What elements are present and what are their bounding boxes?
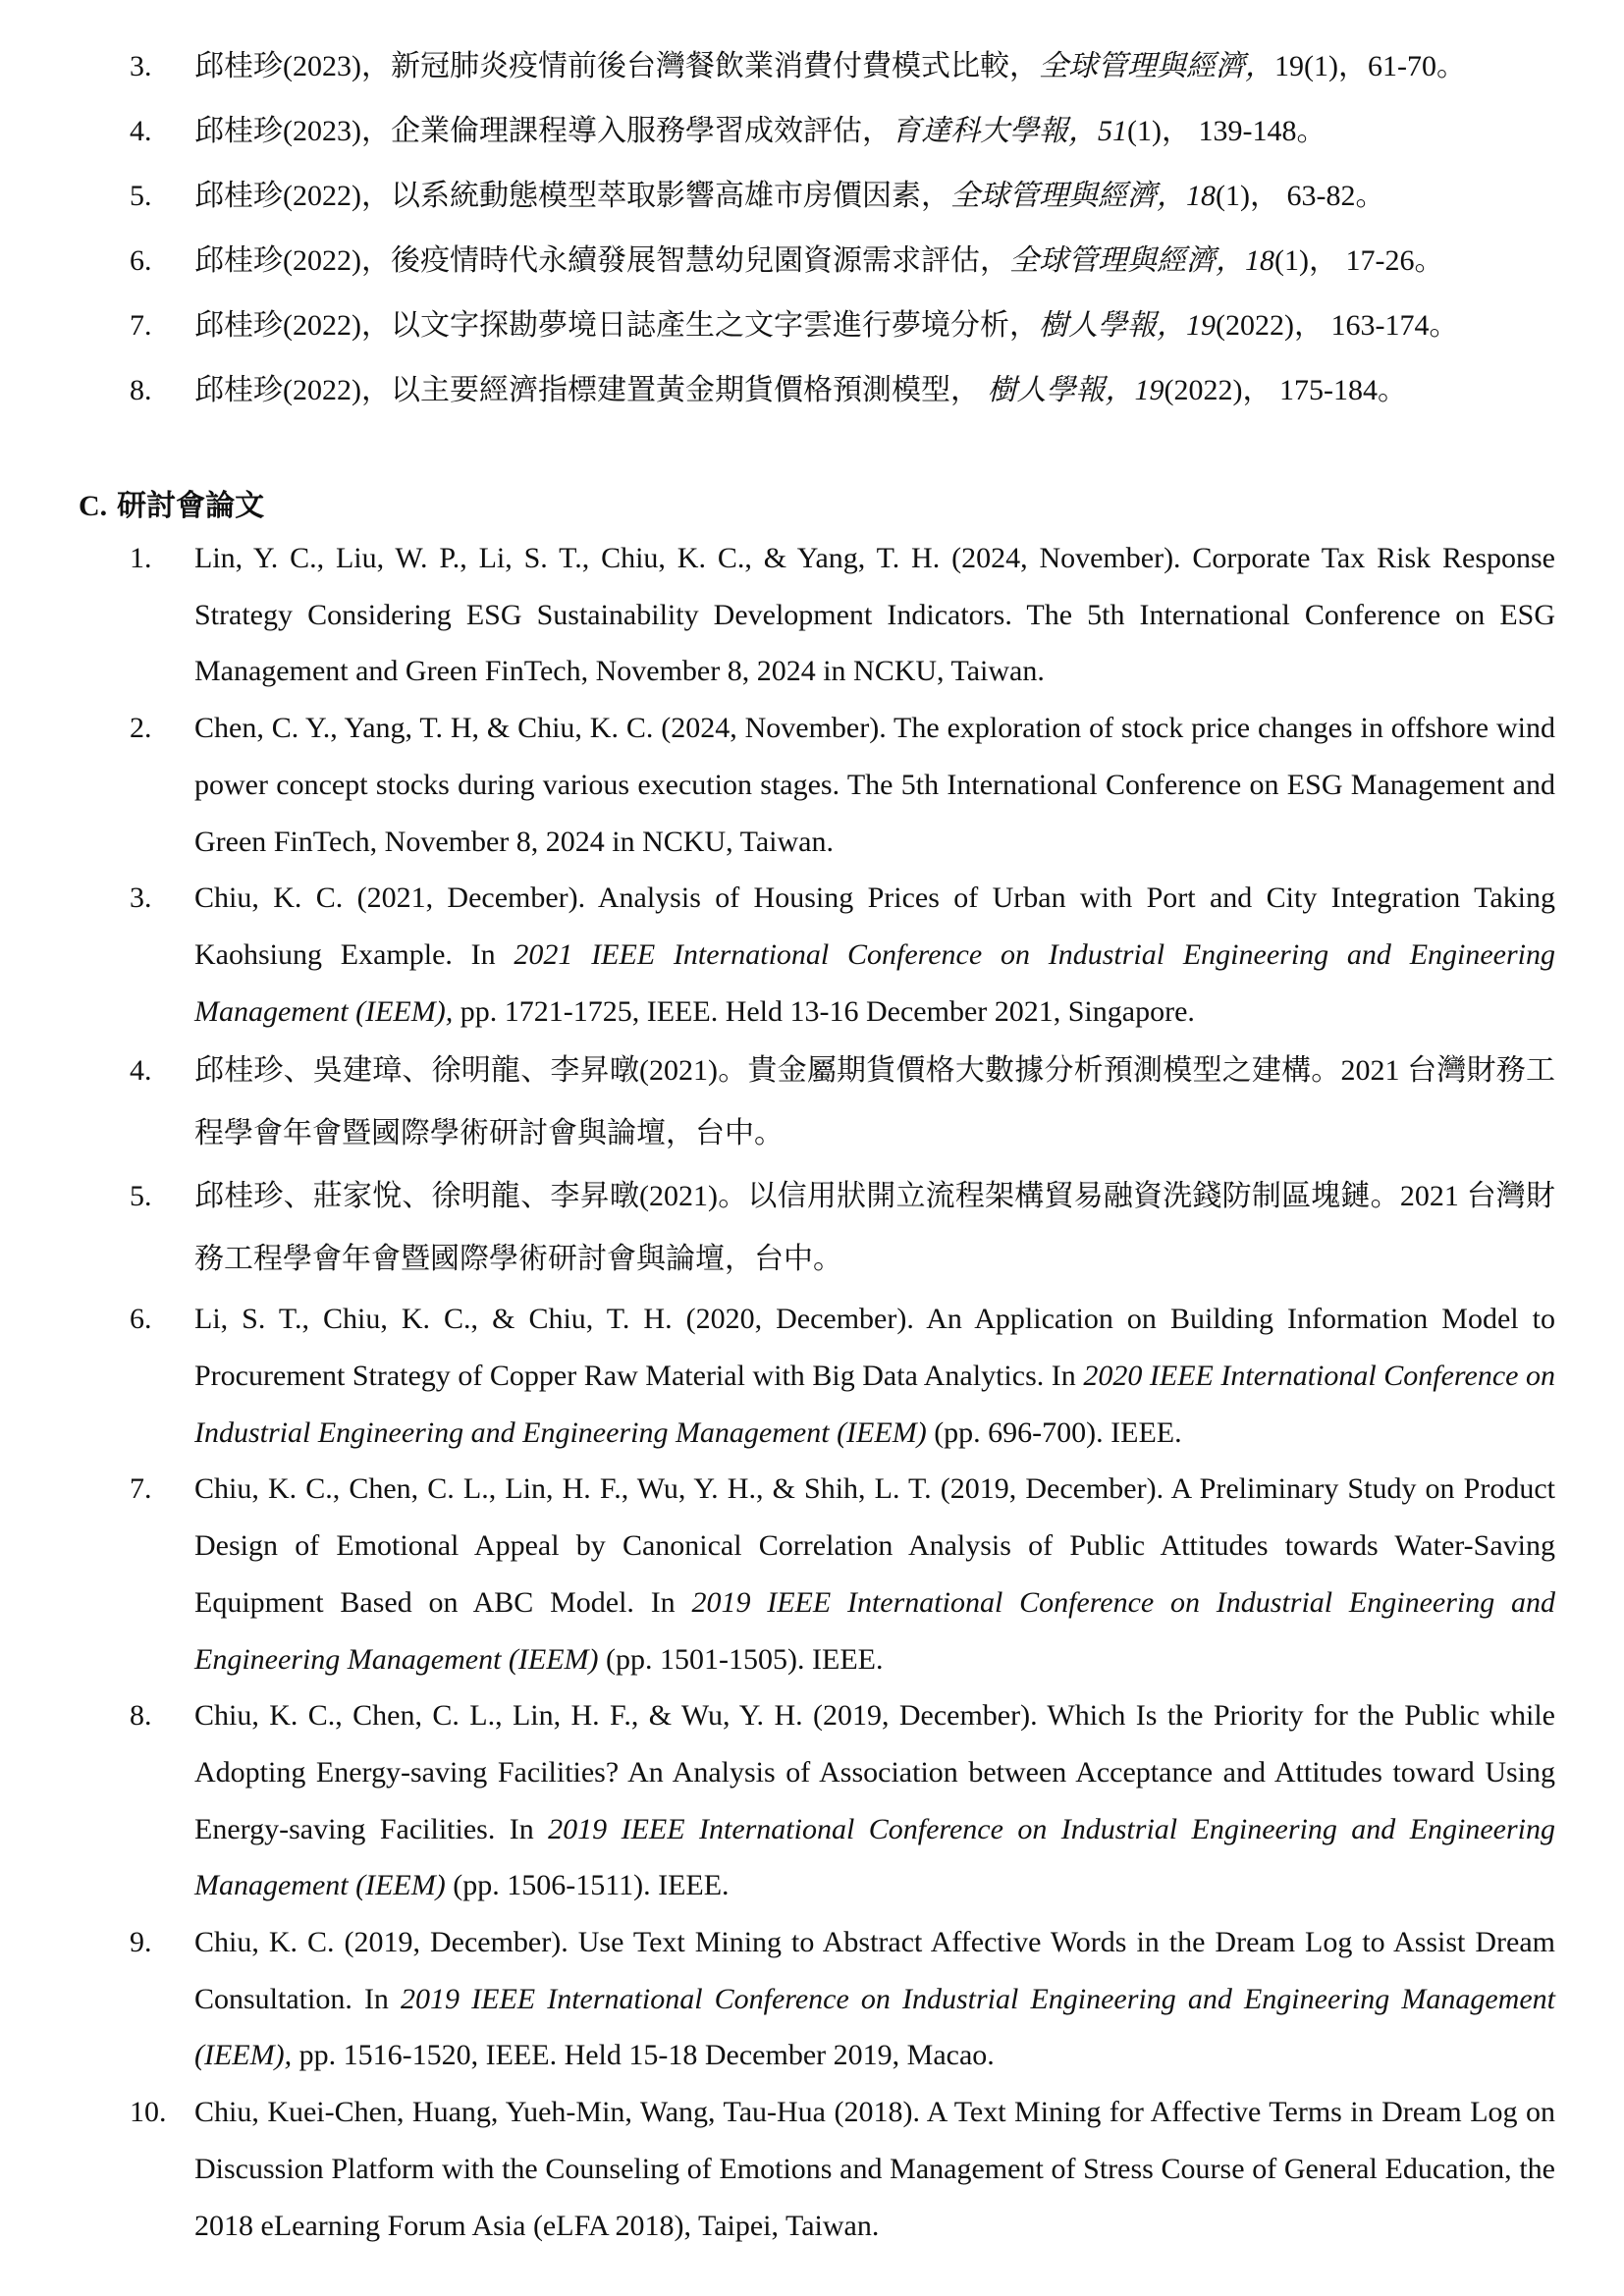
conference-paper-list [0,530,1624,2254]
reference-number: 7. [130,1472,152,1506]
reference-item [0,1040,1624,1165]
reference-text-tail: (2022)， 175-184。 [1164,374,1407,406]
reference-number: 8. [130,374,152,406]
reference-text-main: 邱桂珍(2022)，以文字探勘夢境日誌產生之文字雲進行夢境分析， [194,309,1039,342]
reference-text [194,104,1555,159]
reference-text [194,870,1555,1040]
reference-number: 10. [130,2096,167,2129]
reference-item [0,39,1624,94]
reference-text-main: Chiu, K. C., Chen, C. L., Lin, H. F., Wu, Y. H., & Shih, L. T. (2019, December). A Preliminary Study on Product Design of Emotional Appeal by Canonical Correlation Analysis of Public Attitudes towards Water-Saving Equipment Based on ABC Model. In [194,1472,1555,1619]
reference-text [194,1687,1555,1914]
reference-text [194,363,1555,418]
reference-text-main: Chiu, K. C. (2019, December). Use Text Mining to Abstract Affective Words in the Dream Log to Assist Dream Consultation. In [194,1926,1555,2015]
reference-text-main: Li, S. T., Chiu, K. C., & Chiu, T. H. (2020, December). An Application on Building Information Model to Procurement Strategy of Copper Raw Material with Big Data Analytics. In [194,1303,1555,1393]
reference-venue: 全球管理與經濟， [1038,50,1274,82]
reference-venue: 2019 IEEE International Conference on Industrial Engineering and Engineering Management (IEEM), [194,1982,1555,2072]
reference-number: 4. [130,1054,152,1088]
reference-text-main: 邱桂珍(2023)，新冠肺炎疫情前後台灣餐飲業消費付費模式比較， [194,50,1039,82]
reference-venue: 全球管理與經濟，18 [1008,244,1274,277]
reference-text-main: 邱桂珍(2022)，以系統動態模型萃取影響高雄市房價因素， [194,180,950,212]
reference-number: 9. [130,1926,152,1959]
reference-item [0,1914,1624,2084]
reference-text-main: 邱桂珍、吳建璋、徐明龍、李昇暾(2021)。貴金屬期貨價格大數據分析預測模型之建構。2021 台灣財務工程學會年會暨國際學術研討會與論壇，台中。 [194,1054,1555,1150]
reference-text [194,298,1555,353]
reference-text [194,1165,1555,1291]
reference-text [194,1461,1555,1687]
reference-text [194,530,1555,700]
reference-text-main: 邱桂珍、莊家悅、徐明龍、李昇暾(2021)。以信用狀開立流程架構貿易融資洗錢防制區塊鏈。2021 台灣財務工程學會年會暨國際學術研討會與論壇，台中。 [194,1180,1555,1276]
reference-text-tail: (1)， 63-82。 [1215,180,1385,212]
reference-number: 6. [130,244,152,277]
reference-venue: 2020 IEEE International Conference on Industrial Engineering and Engineering Management (IEEM) [194,1360,1555,1449]
reference-number: 5. [130,1180,152,1213]
reference-venue: 育達科大學報，51 [891,115,1127,147]
reference-text-tail: (pp. 696-700). IEEE. [926,1415,1182,1449]
journal-paper-list [0,39,1624,428]
reference-number: 2. [130,712,152,745]
reference-text-tail: (pp. 1506-1511). IEEE. [445,1869,730,1902]
reference-item [0,1291,1624,1461]
reference-text-main: 邱桂珍(2022)，以主要經濟指標建置黃金期貨價格預測模型， [194,374,988,406]
reference-text-main: Chiu, K. C., Chen, C. L., Lin, H. F., & Wu, Y. H. (2019, December). Which Is the Priority for the Public while Adopting Energy-saving Facilities? An Analysis of Association between Acceptance and Attitudes toward Using Energy-saving Facilities. In [194,1699,1555,1845]
reference-text [194,1914,1555,2084]
reference-text [194,169,1555,224]
reference-item [0,1461,1624,1687]
reference-text-main: Lin, Y. C., Liu, W. P., Li, S. T., Chiu, K. C., & Yang, T. H. (2024, November). Corporate Tax Risk Response Strategy Considering ESG Sustainability Development Indicators. The 5th International Conference on ESG Management and Green FinTech, November 8, 2024 in NCKU, Taiwan. [194,542,1555,688]
reference-item [0,1687,1624,1914]
reference-text-tail: 19(1)，61-70。 [1273,50,1466,82]
reference-text-tail: (pp. 1501-1505). IEEE. [598,1642,884,1676]
reference-number: 8. [130,1699,152,1733]
reference-number: 3. [130,881,152,915]
reference-text-tail: pp. 1721-1725, IEEE. Held 13-16 December 2021, Singapore. [453,994,1195,1028]
reference-item [0,700,1624,870]
reference-text [194,2084,1555,2254]
reference-venue: 全球管理與經濟，18 [949,180,1216,212]
reference-text-main: 邱桂珍(2022)，後疫情時代永續發展智慧幼兒園資源需求評估， [194,244,1009,277]
reference-text-main: Chiu, K. C. (2021, December). Analysis of Housing Prices of Urban with Port and City Integration Taking Kaohsiung Example. In [194,881,1555,971]
reference-number: 5. [130,180,152,212]
reference-number: 4. [130,115,152,147]
reference-venue: 2019 IEEE International Conference on Industrial Engineering and Engineering Management (IEEM) [194,1585,1555,1676]
reference-number: 3. [130,50,152,82]
reference-text-tail: (1)， 17-26。 [1273,244,1444,277]
reference-venue: 2021 IEEE International Conference on Industrial Engineering and Engineering Management (IEEM), [194,937,1555,1028]
reference-text-tail: (1)， 139-148。 [1126,115,1326,147]
reference-item [0,104,1624,159]
reference-number: 1. [130,542,152,574]
reference-text [194,1040,1555,1165]
reference-item [0,1165,1624,1291]
reference-item [0,298,1624,353]
section-letter: C. [79,490,108,522]
reference-text-tail: pp. 1516-1520, IEEE. Held 15-18 December 2019, Macao. [292,2039,995,2072]
reference-item [0,234,1624,289]
reference-text-main: 邱桂珍(2023)，企業倫理課程導入服務學習成效評估， [194,115,892,147]
reference-item [0,363,1624,418]
reference-text [194,700,1555,870]
section-heading-conference-papers [79,487,264,526]
reference-text-tail: (2022)， 163-174。 [1215,309,1459,342]
reference-venue: 2019 IEEE International Conference on Industrial Engineering and Engineering Management (IEEM) [194,1812,1556,1902]
reference-item [0,169,1624,224]
reference-text [194,39,1555,94]
reference-venue: 樹人學報，19 [1038,309,1216,342]
reference-text-main: Chen, C. Y., Yang, T. H, & Chiu, K. C. (2024, November). The exploration of stock price changes in offshore wind power concept stocks during various execution stages. The 5th International Conference on ESG Management and Green FinTech, November 8, 2024 in NCKU, Taiwan. [194,712,1555,858]
reference-number: 6. [130,1303,152,1336]
section-title: 研討會論文 [117,490,265,522]
reference-venue: 樹人學報，19 [987,374,1164,406]
reference-text-main: Chiu, Kuei-Chen, Huang, Yueh-Min, Wang, Tau-Hua (2018). A Text Mining for Affective Terms in Dream Log on Discussion Platform with the Counseling of Emotions and Management of Stress Course of General Education, the 2018 eLearning Forum Asia (eLFA 2018), Taipei, Taiwan. [194,2096,1555,2242]
reference-text [194,1291,1555,1461]
reference-text [194,234,1555,289]
reference-item [0,530,1624,700]
reference-item [0,870,1624,1040]
reference-item [0,2084,1624,2254]
reference-number: 7. [130,309,152,342]
